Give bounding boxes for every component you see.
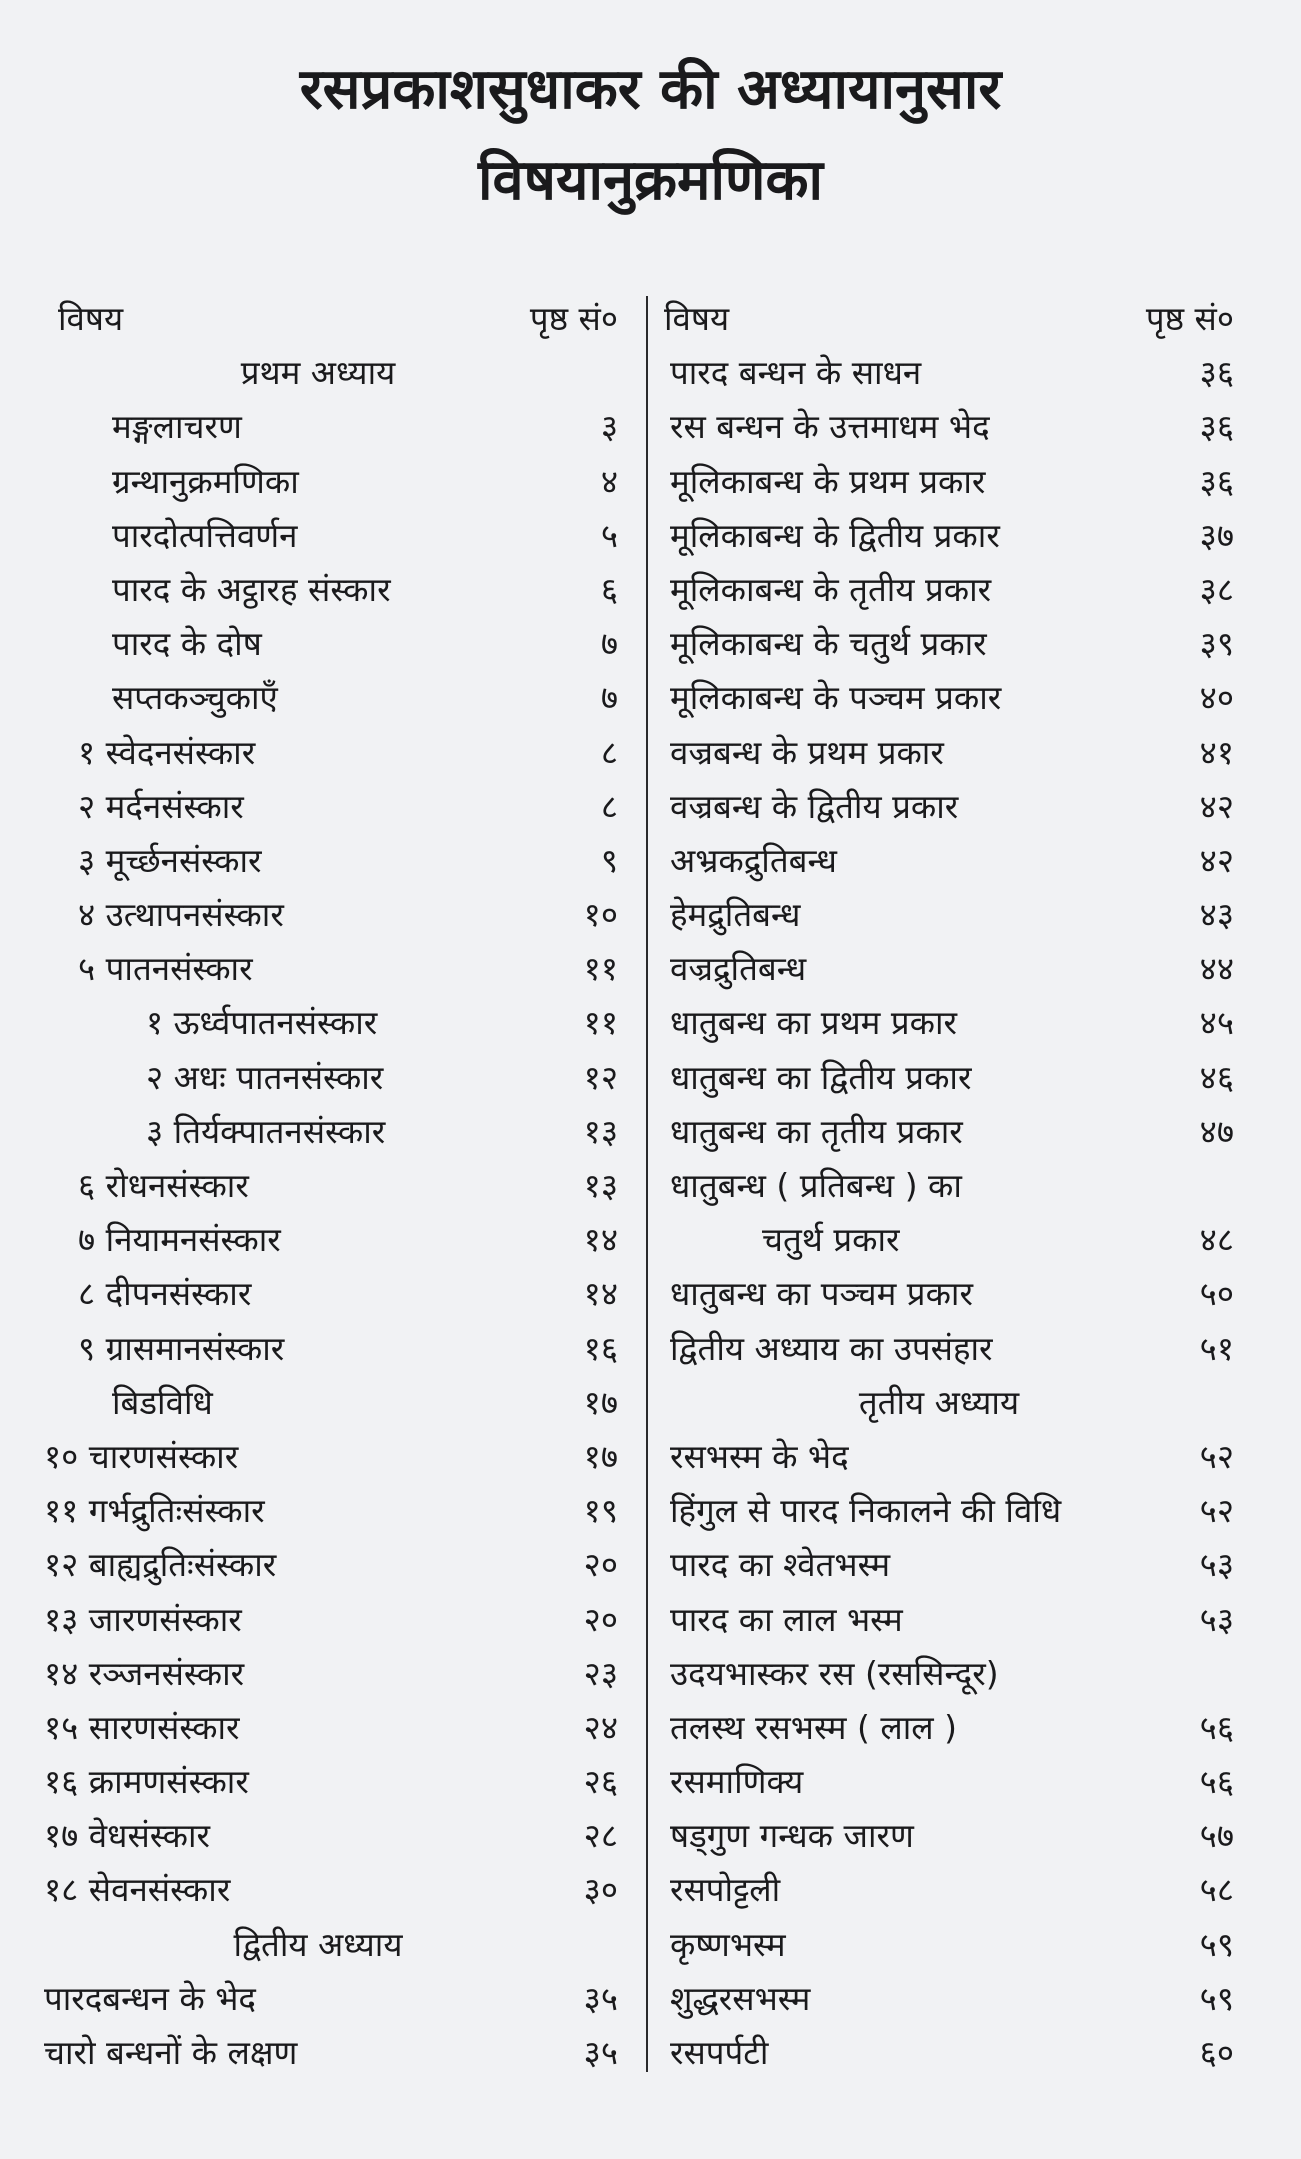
entry-title: द्वितीय अध्याय का उपसंहार: [670, 1328, 993, 1368]
entry-title: १६ क्रामणसंस्कार: [44, 1762, 249, 1802]
entry-page-number: १४: [583, 1274, 618, 1314]
toc-entry: [44, 1593, 632, 1647]
entry-title: पारद बन्धन के साधन: [670, 353, 922, 393]
entry-title: पारदबन्धन के भेद: [44, 1978, 256, 2018]
entry-title: रसपोट्टली: [670, 1870, 781, 1910]
entry-page-number: १९: [583, 1491, 618, 1531]
toc-entry: [44, 1972, 632, 2026]
toc-entry: [664, 1484, 1234, 1538]
toc-entry: [664, 1593, 1234, 1647]
entry-page-number: १७: [583, 1436, 618, 1476]
entry-title: १८ सेवनसंस्कार: [44, 1870, 231, 1910]
toc-entry: [58, 1322, 632, 1376]
entry-title: रसभस्म के भेद: [670, 1436, 849, 1476]
entry-title: अभ्रकद्रुतिबन्ध: [670, 840, 837, 880]
entry-page-number: ९: [600, 840, 618, 880]
entry-title: मूलिकाबन्ध के प्रथम प्रकार: [670, 461, 986, 501]
entry-title: २ अधः पातनसंस्कार: [146, 1057, 384, 1097]
toc-entry: [664, 1863, 1234, 1917]
entry-page-number: ११: [583, 949, 618, 989]
entry-title: ग्रन्थानुक्रमणिका: [112, 461, 299, 501]
entry-title: रस बन्धन के उत्तमाधम भेद: [670, 407, 990, 447]
entry-title: शुद्धरसभस्म: [670, 1978, 811, 2018]
entry-page-number: ७: [600, 624, 618, 664]
entry-title: ८ दीपनसंस्कार: [78, 1274, 252, 1314]
entry-page-number: ६०: [1199, 2033, 1234, 2072]
toc-entry: [44, 2026, 632, 2080]
entry-title: पारद का लाल भस्म: [670, 1599, 903, 1639]
entry-page-number: ४: [600, 461, 618, 501]
entry-title: रसमाणिक्य: [670, 1762, 804, 1802]
toc-entry: [664, 942, 1234, 996]
entry-title: हेमद्रुतिबन्ध: [670, 895, 801, 935]
toc-entry: [664, 1972, 1234, 2026]
entry-title: १० चारणसंस्कार: [44, 1436, 239, 1476]
column-divider: [646, 296, 648, 2072]
entry-title: ९ ग्रासमानसंस्कार: [78, 1328, 285, 1368]
entry-page-number: ४४: [1199, 949, 1234, 989]
toc-entry: [664, 996, 1234, 1050]
entry-title: मङ्गलाचरण: [112, 407, 242, 447]
entry-page-number: ३५: [583, 1978, 618, 2018]
entry-page-number: १६: [583, 1328, 618, 1368]
entry-title: पारद के दोष: [112, 624, 262, 664]
toc-entry: [58, 1376, 632, 1430]
entry-title: १३ जारणसंस्कार: [44, 1599, 242, 1639]
toc-entry: [664, 563, 1234, 617]
entry-page-number: २६: [583, 1762, 618, 1802]
entry-page-number: ५३: [1199, 1599, 1234, 1639]
toc-entry: [58, 780, 632, 834]
entry-page-number: ८: [600, 786, 618, 826]
page-number-heading: पृष्ठ सं०: [529, 299, 618, 338]
page-number-heading: पृष्ठ सं०: [1145, 299, 1234, 338]
entry-title: १४ रञ्जनसंस्कार: [44, 1653, 245, 1693]
entry-page-number: ३६: [1199, 353, 1234, 393]
entry-page-number: ५२: [1199, 1491, 1234, 1531]
entry-title: १ ऊर्ध्वपातनसंस्कार: [146, 1003, 378, 1043]
entry-page-number: ४३: [1199, 895, 1234, 935]
toc-entry: [58, 671, 632, 725]
entry-title: मूलिकाबन्ध के द्वितीय प्रकार: [670, 515, 1000, 555]
toc-entry: [58, 1159, 632, 1213]
toc-entry: [664, 1809, 1234, 1863]
chapter-title: प्रथम अध्याय: [240, 353, 396, 393]
toc-entry: [664, 1322, 1234, 1376]
entry-title: ७ नियामनसंस्कार: [78, 1220, 281, 1260]
entry-page-number: ३५: [583, 2033, 618, 2072]
entry-page-number: ५३: [1199, 1545, 1234, 1585]
entry-title: धातुबन्ध का पञ्चम प्रकार: [670, 1274, 973, 1314]
entry-page-number: ५१: [1199, 1328, 1234, 1368]
entry-page-number: १०: [583, 895, 618, 935]
toc-entry: [664, 1159, 1234, 1213]
toc-entry: [664, 1538, 1234, 1592]
entry-page-number: ५९: [1199, 1978, 1234, 2018]
chapter-heading: [664, 1376, 1234, 1430]
toc-entry: [44, 1484, 632, 1538]
chapter-heading: [58, 1918, 632, 1972]
right-column: [664, 292, 1234, 2102]
toc-entry: [44, 1430, 632, 1484]
entry-title: ५ पातनसंस्कार: [78, 949, 253, 989]
entry-page-number: ३६: [1199, 461, 1234, 501]
entry-page-number: ६: [600, 569, 618, 609]
entry-title: ३ तिर्यक्पातनसंस्कार: [146, 1111, 386, 1151]
entry-page-number: ३७: [1199, 515, 1234, 555]
entry-page-number: २३: [583, 1653, 618, 1693]
toc-entry: [58, 1213, 632, 1267]
toc-entry: [44, 1647, 632, 1701]
toc-entry: [58, 888, 632, 942]
entry-title: उदयभास्कर रस (रससिन्दूर): [670, 1653, 999, 1693]
entry-title: सप्तकञ्चुकाएँ: [112, 678, 278, 718]
entry-title: रसपर्पटी: [670, 2033, 769, 2072]
entry-page-number: १३: [583, 1166, 618, 1205]
column-header: [664, 292, 1234, 346]
toc-entry: [664, 1430, 1234, 1484]
entry-title: चतुर्थ प्रकार: [762, 1220, 900, 1260]
entry-page-number: २०: [583, 1599, 618, 1639]
chapter-heading: [58, 346, 632, 400]
entry-page-number: ३६: [1199, 407, 1234, 447]
toc-entry: [664, 1701, 1234, 1755]
entry-title: षड्गुण गन्धक जारण: [670, 1816, 914, 1856]
entry-page-number: ४८: [1199, 1220, 1234, 1260]
entry-page-number: १७: [583, 1382, 618, 1422]
entry-title: ३ मूर्च्छनसंस्कार: [78, 840, 262, 880]
entry-title: मूलिकाबन्ध के तृतीय प्रकार: [670, 569, 992, 609]
entry-page-number: ३८: [1199, 569, 1234, 609]
entry-page-number: ५७: [1199, 1816, 1234, 1856]
toc-entry: [664, 1647, 1234, 1701]
toc-entry: [58, 563, 632, 617]
toc-entry: [664, 834, 1234, 888]
toc-entry: [664, 780, 1234, 834]
toc-entry: [58, 455, 632, 509]
entry-title: वज्रबन्ध के द्वितीय प्रकार: [670, 786, 959, 826]
toc-entry: [664, 400, 1234, 454]
toc-entry: [664, 1267, 1234, 1321]
toc-entry: [664, 1918, 1234, 1972]
entry-page-number: ४६: [1199, 1057, 1234, 1097]
left-column: [44, 292, 632, 2102]
toc-entry: [44, 1755, 632, 1809]
toc-entry: [44, 1538, 632, 1592]
entry-page-number: ५६: [1199, 1762, 1234, 1802]
entry-page-number: ३०: [583, 1870, 618, 1910]
toc-entry: [664, 509, 1234, 563]
entry-title: पारद का श्वेतभस्म: [670, 1545, 891, 1585]
entry-title: वज्रद्रुतिबन्ध: [670, 949, 807, 989]
toc-entry: [58, 509, 632, 563]
entry-title: १७ वेधसंस्कार: [44, 1816, 210, 1856]
entry-page-number: ४०: [1199, 678, 1234, 718]
entry-title: हिंगुल से पारद निकालने की विधि: [670, 1491, 1062, 1531]
column-header: [58, 292, 632, 346]
subject-heading: विषय: [58, 299, 124, 338]
entry-title: मूलिकाबन्ध के चतुर्थ प्रकार: [670, 624, 987, 664]
entry-title: १२ बाह्यद्रुतिःसंस्कार: [44, 1545, 277, 1585]
entry-page-number: २८: [583, 1816, 618, 1856]
entry-page-number: १४: [583, 1220, 618, 1260]
toc-entry: [58, 834, 632, 888]
toc-entry: [58, 996, 632, 1050]
entry-title: २ मर्दनसंस्कार: [78, 786, 244, 826]
entry-title: १ स्वेदनसंस्कार: [78, 732, 256, 772]
entry-page-number: ५६: [1199, 1707, 1234, 1747]
entry-page-number: ११: [583, 1003, 618, 1043]
entry-page-number: ५०: [1199, 1274, 1234, 1314]
entry-title: तलस्थ रसभस्म ( लाल ): [670, 1707, 958, 1747]
toc-entry: [58, 400, 632, 454]
entry-title: ४ उत्थापनसंस्कार: [78, 895, 284, 935]
toc-entry: [44, 1701, 632, 1755]
entry-title: धातुबन्ध ( प्रतिबन्ध ) का: [670, 1166, 962, 1205]
toc-entry: [664, 617, 1234, 671]
entry-title: पारदोत्पत्तिवर्णन: [112, 515, 298, 555]
entry-page-number: ५८: [1199, 1870, 1234, 1910]
toc-entry: [664, 346, 1234, 400]
toc-entry: [664, 671, 1234, 725]
toc-entry: [58, 617, 632, 671]
entry-title: कृष्णभस्म: [670, 1924, 786, 1964]
entry-page-number: ४१: [1199, 732, 1234, 772]
toc-entry: [664, 1213, 1234, 1267]
toc-entry: [664, 726, 1234, 780]
entry-title: ११ गर्भद्रुतिःसंस्कार: [44, 1491, 265, 1531]
toc-entry: [58, 1051, 632, 1105]
entry-page-number: ७: [600, 678, 618, 718]
entry-page-number: ४२: [1199, 840, 1234, 880]
chapter-title: तृतीय अध्याय: [858, 1382, 1020, 1422]
toc-entry: [664, 455, 1234, 509]
entry-page-number: ३९: [1199, 624, 1234, 664]
entry-page-number: ५२: [1199, 1436, 1234, 1476]
entry-title: बिडविधि: [112, 1382, 213, 1422]
entry-page-number: १३: [583, 1111, 618, 1151]
toc-entry: [58, 942, 632, 996]
entry-title: चारो बन्धनों के लक्षण: [44, 2033, 298, 2072]
entry-title: धातुबन्ध का तृतीय प्रकार: [670, 1111, 963, 1151]
entry-title: पारद के अट्ठारह संस्कार: [112, 569, 391, 609]
entry-page-number: ४७: [1199, 1111, 1234, 1151]
entry-title: धातुबन्ध का प्रथम प्रकार: [670, 1003, 958, 1043]
toc-entry: [664, 2026, 1234, 2080]
entry-page-number: ५: [600, 515, 618, 555]
chapter-title: द्वितीय अध्याय: [233, 1924, 403, 1964]
toc-entry: [44, 1863, 632, 1917]
entry-page-number: ८: [600, 732, 618, 772]
toc-entry: [58, 726, 632, 780]
entry-title: मूलिकाबन्ध के पञ्चम प्रकार: [670, 678, 1002, 718]
toc-entry: [58, 1267, 632, 1321]
entry-page-number: ३: [600, 407, 618, 447]
toc-entry: [664, 1105, 1234, 1159]
entry-page-number: ४५: [1199, 1003, 1234, 1043]
entry-title: धातुबन्ध का द्वितीय प्रकार: [670, 1057, 972, 1097]
entry-title: ६ रोधनसंस्कार: [78, 1166, 249, 1205]
toc-entry: [58, 1105, 632, 1159]
entry-page-number: ४२: [1199, 786, 1234, 826]
entry-page-number: १२: [583, 1057, 618, 1097]
entry-page-number: २०: [583, 1545, 618, 1585]
entry-title: वज्रबन्ध के प्रथम प्रकार: [670, 732, 944, 772]
entry-page-number: ५९: [1199, 1924, 1234, 1964]
toc-entry: [664, 1755, 1234, 1809]
subject-heading: विषय: [664, 299, 730, 338]
entry-page-number: २४: [583, 1707, 618, 1747]
index-subtitle: विषयानुक्रमणिका: [477, 148, 824, 213]
entry-title: १५ सारणसंस्कार: [44, 1707, 240, 1747]
toc-entry: [664, 888, 1234, 942]
index-title: रसप्रकाशसुधाकर की अध्यायानुसार: [299, 57, 1002, 122]
toc-entry: [44, 1809, 632, 1863]
toc-entry: [664, 1051, 1234, 1105]
